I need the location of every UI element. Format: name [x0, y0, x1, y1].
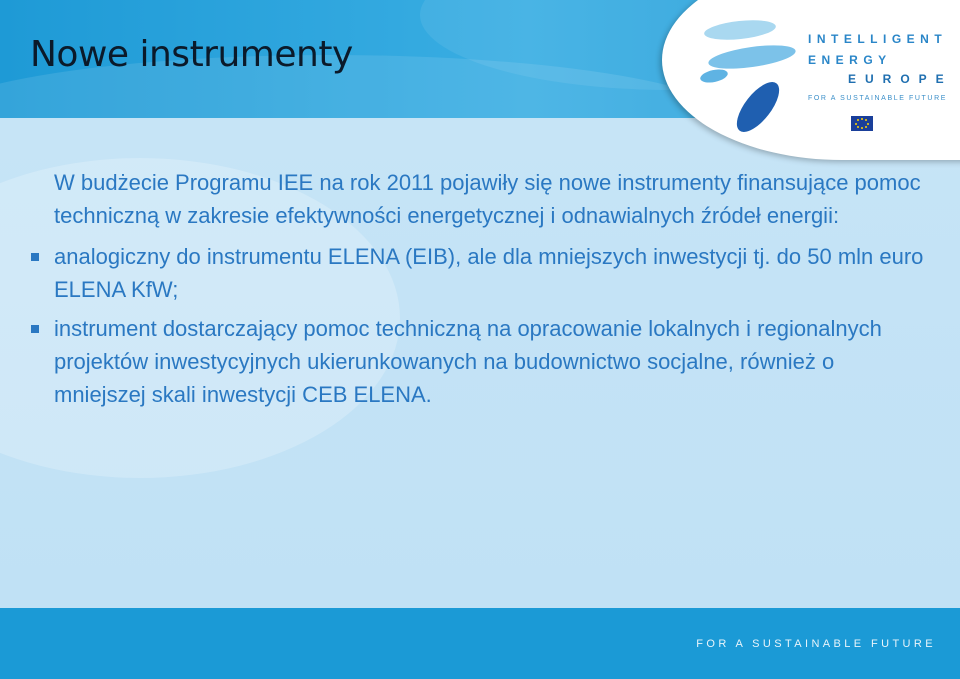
logo-line-intelligent: INTELLIGENT [808, 32, 948, 46]
logo-tagline: FOR A SUSTAINABLE FUTURE [808, 95, 948, 102]
footer-tagline: FOR A SUSTAINABLE FUTURE [696, 638, 936, 650]
slide-title: Nowe instrumenty [30, 34, 353, 75]
square-bullet-icon [31, 253, 39, 261]
square-bullet-icon [31, 325, 39, 333]
list-item [54, 312, 924, 411]
logo-line-europe: EUROPE [848, 72, 953, 86]
bullet-text: analogiczny do instrumentu ELENA (EIB), ale dla mniejszych inwestycji tj. do 50 mln euro ELENA KfW; [54, 244, 924, 302]
list-item [54, 240, 924, 306]
bullet-text: instrument dostarczający pomoc techniczną na opracowanie lokalnych i regionalnych projektów inwestycyjnych ukierunkowanych na budownictwo socjalne, również o mniejszej skali inwestycji CEB ELENA. [54, 316, 882, 407]
footer-band [0, 608, 960, 679]
slide-body [54, 166, 924, 417]
logo-line-energy: ENERGY [808, 53, 892, 67]
bullet-list [54, 240, 924, 411]
intro-paragraph: W budżecie Programu IEE na rok 2011 pojawiły się nowe instrumenty finansujące pomoc techniczną w zakresie efektywności energetycznej i odnawialnych źródeł energii: [54, 170, 921, 228]
eu-flag-icon [851, 116, 873, 131]
iee-logo-icon [690, 12, 802, 137]
